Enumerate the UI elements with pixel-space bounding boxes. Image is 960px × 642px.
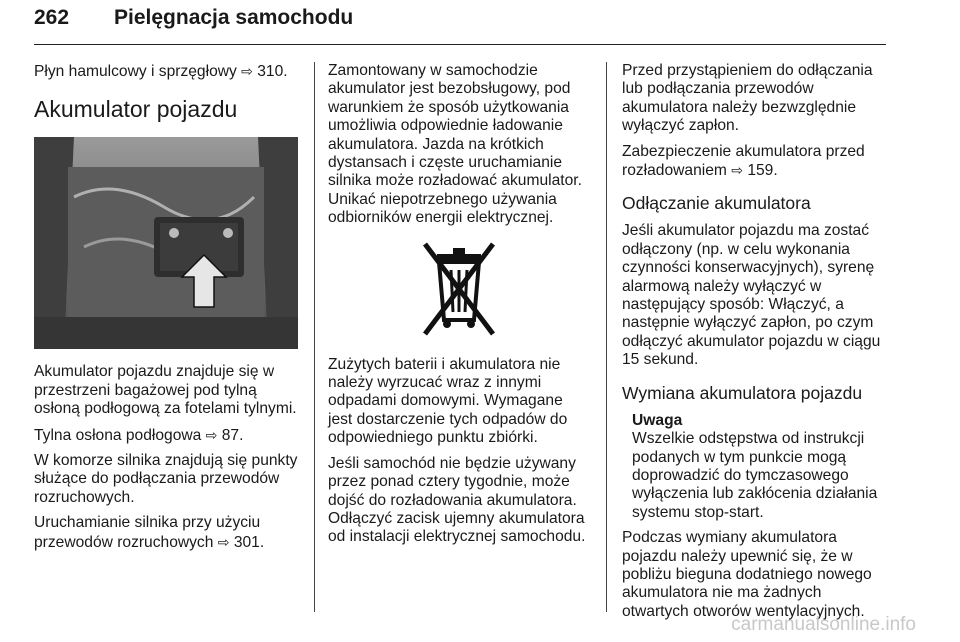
paragraph: Uruchamianie silnika przy użyciu przewodów rozruchowych ⇨ 301.	[34, 514, 265, 551]
subsection-title: Odłączanie akumulatora	[622, 193, 811, 214]
paragraph: Tylna osłona podłogowa ⇨ 87.	[34, 426, 244, 444]
arrow-ref-icon: ⇨	[205, 426, 218, 443]
page-number: 262	[34, 6, 70, 29]
note-text: Wszelkie odstępstwa od instrukcji podanych w tym punkcie mogą doprowadzić do tymczasowego wyłączenia lub zakłócenia działania systemu stop-start.	[632, 430, 878, 521]
column-3	[622, 62, 888, 628]
paragraph: W komorze silnika znajdują się punkty służące do podłączania przewodów rozruchowych.	[34, 452, 298, 506]
paragraph: Jeśli samochód nie będzie używany przez ponad cztery tygodnie, może dojść do rozładowania akumulatora. Odłączyć zacisk ujemny akumulatora od instalacji elektrycznej samochodu.	[328, 454, 586, 546]
paragraph: Akumulator pojazdu znajduje się w przestrzeni bagażowej pod tylną osłoną podłogową za fotelami tylnymi.	[34, 363, 297, 418]
column-1	[34, 62, 300, 559]
watermark: carmanualsonline.info	[731, 614, 916, 635]
arrow-ref-icon: ⇨	[731, 162, 743, 179]
paragraph: Podczas wymiany akumulatora pojazdu należy upewnić się, że w pobliżu bieguna dodatniego nowego akumulatora nie ma żadnych otwartych otworów wentylacyjnych.	[622, 529, 872, 620]
note-title: Uwaga	[632, 411, 683, 429]
paragraph: Zamontowany w samochodzie akumulator jest bezobsługowy, pod warunkiem że sposób użytkowania umożliwia odpowiednie ładowanie akumulatora. Jazda na krótkich dystansach i częste uruchamianie silnika może rozładować akumulator. Unikać niepotrzebnego używania odbiorników energii elektrycznej.	[328, 62, 582, 227]
crossed-out-bin-icon	[419, 238, 499, 342]
page-title: Pielęgnacja samochodu	[114, 6, 354, 29]
paragraph: Zabezpieczenie akumulatora przed rozładowaniem ⇨ 159.	[622, 142, 865, 180]
column-2	[328, 62, 590, 554]
column-divider	[314, 62, 315, 612]
trunk-battery-illustration	[34, 137, 298, 349]
paragraph: Zużytych baterii i akumulatora nie należy wyrzucać wraz z innymi odpadami domowymi. Wymagane jest dostarczenie tych odpadów do odpowiedniego punktu zbiórki.	[328, 355, 568, 447]
paragraph: Przed przystąpieniem do odłączania lub podłączania przewodów akumulatora należy bezwzględnie wyłączyć zapłon.	[622, 62, 873, 135]
intro-line: Płyn hamulcowy i sprzęgłowy ⇨ 310.	[34, 63, 288, 80]
note-box	[622, 412, 888, 522]
subsection-title: Wymiana akumulatora pojazdu	[622, 382, 863, 403]
arrow-ref-icon: ⇨	[217, 533, 230, 550]
page-header	[34, 4, 886, 45]
column-divider	[606, 62, 607, 612]
section-title: Akumulator pojazdu	[34, 96, 238, 123]
paragraph: Jeśli akumulator pojazdu ma zostać odłączony (np. w celu wykonania czynności konserwacyjnych), syrenę alarmową należy wyłączyć w następujący sposób: Włączyć, a następnie wyłączyć zapłon, po czym odłączyć akumulator pojazdu w ciągu 15 sekund.	[622, 222, 881, 369]
trunk-battery-photo	[34, 137, 298, 349]
arrow-ref-icon: ⇨	[241, 63, 253, 79]
